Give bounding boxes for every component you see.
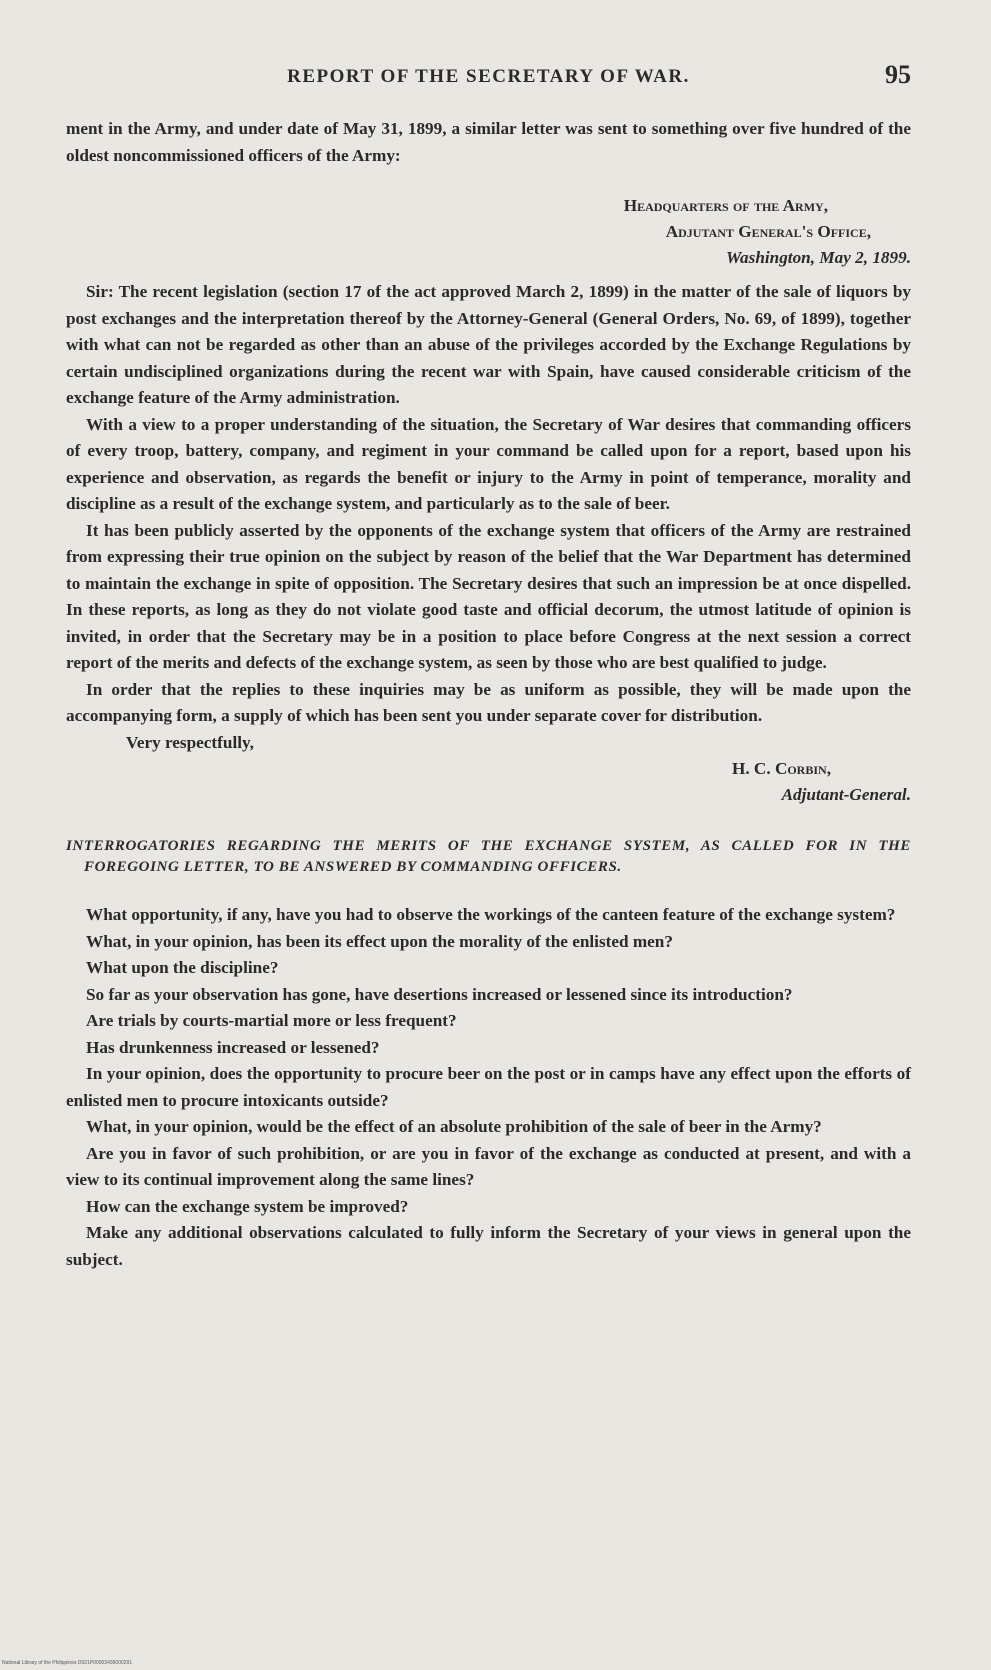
letter-paragraph: In order that the replies to these inquiries may be as uniform as possible, they will be made upon the accompanying form, a supply of which has been sent you under separate cover for distribution. — [66, 679, 911, 725]
question-item: Are you in favor of such prohibition, or are you in favor of the exchange as conducted at present, and with a view to its continual improvement along the same lines? — [66, 1143, 911, 1189]
letter-paragraph: With a view to a proper understanding of the situation, the Secretary of War desires that commanding officers of every troop, battery, company, and regiment in your command be called upon for a report, based upon his experience and observation, as regards the benefit or injury to the Army in point of temperance, morality and discipline as a result of the exchange system, and particularly as to the sale of beer. — [66, 414, 911, 513]
question-item: So far as your observation has gone, have desertions increased or lessened since its introduction? — [86, 984, 793, 1004]
interrogatories-heading: INTERROGATORIES REGARDING THE MERITS OF THE EXCHANGE SYSTEM, AS CALLED FOR IN THE FOREGOING LETTER, TO BE ANSWERED BY COMMANDING OFFICERS. — [66, 838, 911, 875]
letter-heading-line-1: Headquarters of the Army, — [623, 196, 828, 215]
question-item: What, in your opinion, would be the effect of an absolute prohibition of the sale of beer in the Army? — [86, 1117, 822, 1136]
running-header — [66, 60, 911, 100]
letter-heading-line-2: Adjutant General's Office, — [665, 222, 871, 241]
signature-name: H. C. Corbin, — [731, 759, 831, 778]
signature-title: Adjutant-General. — [781, 785, 911, 804]
question-item: How can the exchange system be improved? — [86, 1196, 409, 1216]
letter-paragraph: It has been publicly asserted by the opponents of the exchange system that officers of the Army are restrained from expressing their true opinion on the subject by reason of the belief that the War Department has determined to maintain the exchange in spite of opposition. The Secretary desires that such an impression be at once dispelled. In these reports, as long as they do not violate good taste and official decorum, the utmost latitude of opinion is invited, in order that the Secretary may be in a position to place before Congress at the next session a correct report of the merits and defects of the exchange system, as seen by those who are best qualified to judge. — [66, 520, 911, 672]
question-item: In your opinion, does the opportunity to procure beer on the post or in camps have any effect upon the efforts of enlisted men to procure intoxicants outside? — [66, 1064, 911, 1110]
letter-heading-line-3: Washington, May 2, 1899. — [726, 248, 911, 267]
question-item: What opportunity, if any, have you had to observe the workings of the canteen feature of the exchange system? — [86, 905, 896, 924]
signature-block — [66, 756, 911, 808]
page-number: 95 — [885, 60, 911, 89]
letter-paragraph: Sir: The recent legislation (section 17 of the act approved March 2, 1899) in the matter of the sale of liquors by post exchanges and the interpretation thereof by the Attorney-General (General Orders, No. 69, of 1899), together with what can not be regarded as other than an abuse of the privileges accorded by the Exchange Regulations by certain undisciplined organizations during the recent war with Spain, have caused considerable criticism of the exchange feature of the Army administration. — [66, 282, 911, 407]
scan-footer: National Library of the Philippines D021P00003436000291 — [2, 1660, 133, 1666]
question-item: What upon the discipline? — [86, 958, 279, 977]
question-item: What, in your opinion, has been its effect upon the morality of the enlisted men? — [86, 931, 673, 951]
header-title: REPORT OF THE SECRETARY OF WAR. — [287, 66, 690, 87]
letter-heading — [66, 193, 911, 271]
page-body — [66, 116, 911, 1273]
letter-closing: Very respectfully, — [126, 732, 254, 752]
letter-closing-block — [66, 730, 911, 809]
intro-paragraph: ment in the Army, and under date of May 31, 1899, a similar letter was sent to something over five hundred of the oldest noncommissioned officers of the Army: — [66, 119, 911, 165]
question-item: Are trials by courts-martial more or less frequent? — [86, 1011, 457, 1030]
question-item: Has drunkenness increased or lessened? — [86, 1037, 380, 1057]
question-item: Make any additional observations calculated to fully inform the Secretary of your views in general upon the subject. — [66, 1223, 911, 1269]
